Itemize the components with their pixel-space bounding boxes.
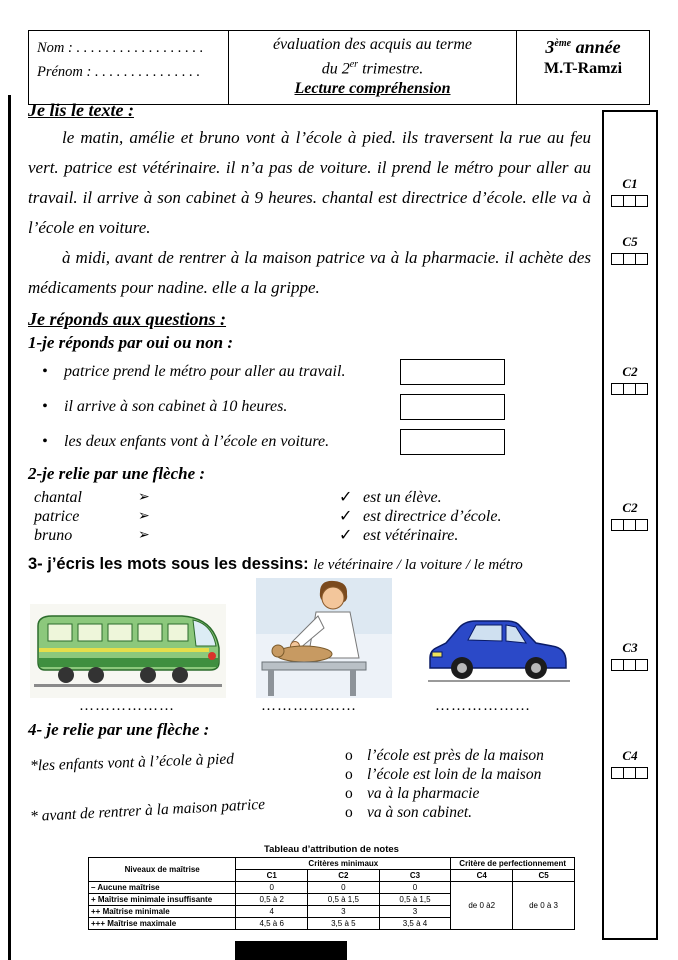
q2-left-1: chantal xyxy=(34,489,82,506)
score-box[interactable] xyxy=(635,383,648,395)
criterion-header-c2: C2 xyxy=(308,870,380,882)
q3-answer-line-1[interactable]: ……………… xyxy=(79,698,175,714)
q4-left-column xyxy=(28,744,345,836)
q2-left-2: patrice xyxy=(34,508,80,525)
student-identity-cell xyxy=(29,31,229,104)
q3-word-bank: le vétérinaire / la voiture / le métro xyxy=(313,557,523,573)
score-boxes xyxy=(604,253,656,265)
criterion-label: C3 xyxy=(622,640,638,655)
q1-item-1-text: patrice prend le métro pour aller au travail. xyxy=(64,363,346,380)
blue-car-image xyxy=(424,610,574,692)
score-box[interactable] xyxy=(635,253,648,265)
criterion-header-c4: C4 xyxy=(451,870,513,882)
grading-table xyxy=(88,857,575,930)
check-icon: ✓ xyxy=(339,508,353,525)
score-box[interactable] xyxy=(635,519,648,531)
q4-option-4: o va à son cabinet. xyxy=(345,804,473,821)
check-icon: ✓ xyxy=(339,527,353,544)
firstname-field: Prénom : . . . . . . . . . . . . . . . xyxy=(37,64,201,80)
q4-left-2: * avant de rentrer à la maison patrice xyxy=(29,795,266,826)
score-cell: 3,5 à 4 xyxy=(379,918,451,930)
q4-option-1: o l’école est près de la maison xyxy=(345,747,544,764)
circle-bullet-icon: o xyxy=(345,747,353,764)
bullet-icon: • xyxy=(42,433,48,450)
q1-answer-box-2[interactable] xyxy=(400,394,505,420)
teacher-name: M.T-Ramzi xyxy=(543,60,623,77)
q3-answer-line-3[interactable]: ……………… xyxy=(435,698,531,714)
reading-paragraph-1: le matin, amélie et bruno vont à l’école à pied. ils traversent la rue au feu vert. patrice est vétérinaire. il n’a pas de voiture. il prend le métro pour aller au travail. il arrive à son cabinet à 9 heures. chantal est directrice d’école. elle va à l’école en voiture. xyxy=(28,128,591,237)
q3-answer-line-2[interactable]: ……………… xyxy=(261,698,357,714)
q4-matching xyxy=(28,744,591,836)
grade-level: 3ème année xyxy=(545,37,621,57)
veterinarian-image xyxy=(256,578,392,698)
grading-row-header: Niveaux de maîtrise xyxy=(89,858,236,882)
scan-artifact-left-line xyxy=(8,95,11,960)
score-cell: 0 xyxy=(308,882,380,894)
score-cell: 4 xyxy=(236,906,308,918)
score-boxes xyxy=(604,659,656,671)
reading-text xyxy=(28,123,591,303)
q2-right-3: est vétérinaire. xyxy=(363,527,459,544)
q2-row-2 xyxy=(28,507,591,526)
circle-bullet-icon: o xyxy=(345,766,353,783)
scan-artifact-bottom-bar xyxy=(235,941,347,960)
questions-heading: Je réponds aux questions : xyxy=(28,309,227,329)
score-cell: 3 xyxy=(379,906,451,918)
criterion-label: C1 xyxy=(622,176,638,191)
q3-title: 3- j’écris les mots sous les dessins: le vétérinaire / la voiture / le métro xyxy=(28,555,523,573)
score-cell: 0,5 à 2 xyxy=(236,894,308,906)
q2-title: 2-je relie par une flèche : xyxy=(28,464,206,483)
q2-row-1 xyxy=(28,488,591,507)
q4-option-2: o l’école est loin de la maison xyxy=(345,766,542,783)
criterion-block-c1 xyxy=(604,176,656,207)
criterion-label: C2 xyxy=(622,364,638,379)
score-boxes xyxy=(604,519,656,531)
q2-matching xyxy=(28,488,591,545)
score-box[interactable] xyxy=(635,659,648,671)
criterion-block-c4 xyxy=(604,748,656,779)
criterion-header-c1: C1 xyxy=(236,870,308,882)
exam-title-cell xyxy=(229,31,517,104)
q2-left-3: bruno xyxy=(34,527,73,544)
class-teacher-cell xyxy=(517,31,649,104)
header xyxy=(28,30,650,105)
score-cell: 3,5 à 5 xyxy=(308,918,380,930)
criterion-label: C4 xyxy=(622,748,638,763)
q1-item-1 xyxy=(42,359,591,385)
q1-title: 1-je réponds par oui ou non : xyxy=(28,333,233,352)
mastery-level-label: +++ Maîtrise maximale xyxy=(89,918,236,930)
grading-group-minimal: Critères minimaux xyxy=(236,858,451,870)
q4-title: 4- je relie par une flèche : xyxy=(28,720,210,739)
q2-right-2: est directrice d’école. xyxy=(363,508,502,525)
criterion-header-c5: C5 xyxy=(513,870,575,882)
q1-item-2 xyxy=(42,394,591,420)
score-box[interactable] xyxy=(635,767,648,779)
q1-answer-box-1[interactable] xyxy=(400,359,505,385)
criterion-label: C2 xyxy=(622,500,638,515)
grading-table-title: Tableau d’attribution de notes xyxy=(264,844,399,855)
q1-answer-box-3[interactable] xyxy=(400,429,505,455)
mastery-level-label: – Aucune maîtrise xyxy=(89,882,236,894)
check-icon: ✓ xyxy=(339,489,353,506)
q4-right-column xyxy=(345,744,591,836)
reading-heading: Je lis le texte : xyxy=(28,100,134,120)
criterion-block-c2b xyxy=(604,500,656,531)
score-boxes xyxy=(604,767,656,779)
q4-option-3: o va à la pharmacie xyxy=(345,785,480,802)
exam-title-line1: évaluation des acquis au terme xyxy=(272,36,473,53)
q3-answer-lines xyxy=(28,698,591,714)
metro-train-image xyxy=(30,604,226,698)
score-cell: 0,5 à 1,5 xyxy=(379,894,451,906)
score-boxes xyxy=(604,195,656,207)
score-cell-c4-merged: de 0 à2 xyxy=(451,882,513,930)
exam-subject: Lecture compréhension xyxy=(294,80,451,98)
exam-title-line2: du 2er trimestre. xyxy=(321,59,424,78)
arrow-icon: ➢ xyxy=(138,528,150,543)
q2-right-1: est un élève. xyxy=(363,489,442,506)
score-cell: 0 xyxy=(236,882,308,894)
circle-bullet-icon: o xyxy=(345,785,353,802)
bullet-icon: • xyxy=(42,363,48,380)
arrow-icon: ➢ xyxy=(138,490,150,505)
mastery-level-label: ++ Maîtrise minimale xyxy=(89,906,236,918)
q1-item-3 xyxy=(42,429,591,455)
grading-table-section xyxy=(88,844,575,930)
score-cell: 4,5 à 6 xyxy=(236,918,308,930)
score-cell-c5-merged: de 0 à 3 xyxy=(513,882,575,930)
q1-item-3-text: les deux enfants vont à l’école en voiture. xyxy=(64,433,330,450)
score-box[interactable] xyxy=(635,195,648,207)
circle-bullet-icon: o xyxy=(345,804,353,821)
q3-pictures xyxy=(28,576,591,698)
score-cell: 3 xyxy=(308,906,380,918)
criterion-block-c3 xyxy=(604,640,656,671)
q1-item-2-text: il arrive à son cabinet à 10 heures. xyxy=(64,398,288,415)
q2-row-3 xyxy=(28,526,591,545)
criterion-block-c5 xyxy=(604,234,656,265)
criterion-header-c3: C3 xyxy=(379,870,451,882)
q4-left-1: *les enfants vont à l’école à pied xyxy=(29,750,235,775)
bullet-icon: • xyxy=(42,398,48,415)
criterion-block-c2a xyxy=(604,364,656,395)
score-cell: 0,5 à 1,5 xyxy=(308,894,380,906)
main-content xyxy=(28,100,591,930)
criteria-sidebar xyxy=(602,110,658,940)
score-cell: 0 xyxy=(379,882,451,894)
name-field: Nom : . . . . . . . . . . . . . . . . . . xyxy=(37,40,204,56)
arrow-icon: ➢ xyxy=(138,509,150,524)
table-row xyxy=(89,882,575,894)
mastery-level-label: + Maîtrise minimale insuffisante xyxy=(89,894,236,906)
grading-group-perfection: Critère de perfectionnement xyxy=(451,858,575,870)
score-boxes xyxy=(604,383,656,395)
reading-paragraph-2: à midi, avant de rentrer à la maison patrice va à la pharmacie. il achète des médicaments pour nadine. elle a la grippe. xyxy=(28,248,591,297)
criterion-label: C5 xyxy=(622,234,638,249)
